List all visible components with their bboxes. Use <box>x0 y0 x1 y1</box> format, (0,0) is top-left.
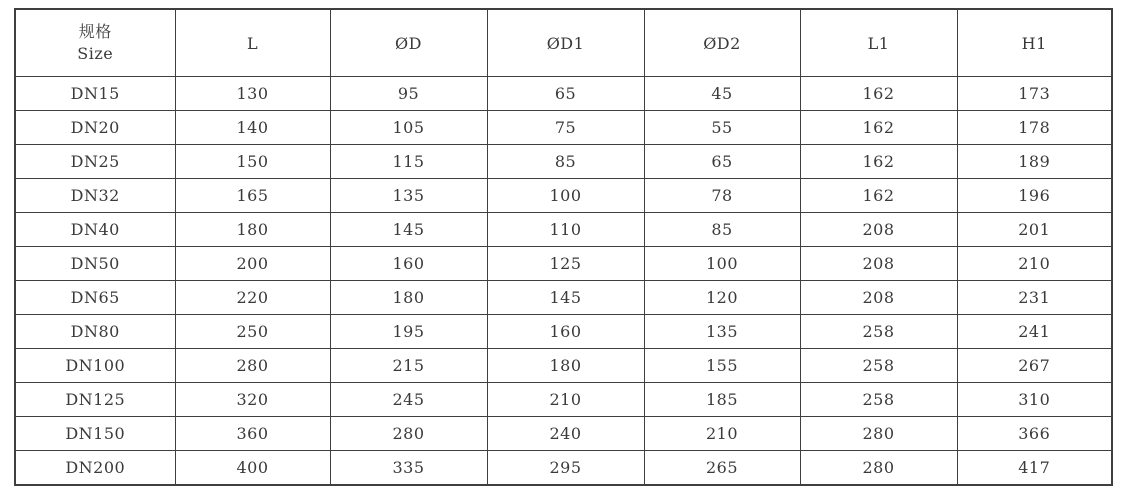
value-cell: 231 <box>957 281 1112 315</box>
value-cell: 162 <box>800 111 957 145</box>
size-cell: DN15 <box>15 77 175 111</box>
value-cell: 160 <box>330 247 487 281</box>
value-cell: 267 <box>957 349 1112 383</box>
header-size-label-cn: 规格 <box>78 22 112 42</box>
table-row <box>15 77 1112 111</box>
value-cell: 185 <box>644 383 800 417</box>
value-cell: 85 <box>487 145 644 179</box>
spec-table-container <box>14 8 1113 486</box>
value-cell: 120 <box>644 281 800 315</box>
table-row <box>15 111 1112 145</box>
value-cell: 162 <box>800 77 957 111</box>
value-cell: 100 <box>487 179 644 213</box>
value-cell: 145 <box>487 281 644 315</box>
value-cell: 180 <box>330 281 487 315</box>
size-cell: DN20 <box>15 111 175 145</box>
value-cell: 400 <box>175 451 330 486</box>
size-cell: DN200 <box>15 451 175 486</box>
value-cell: 280 <box>175 349 330 383</box>
value-cell: 258 <box>800 383 957 417</box>
header-cell-h1: H1 <box>957 9 1112 77</box>
value-cell: 200 <box>175 247 330 281</box>
size-cell: DN100 <box>15 349 175 383</box>
header-cell-od1: ØD1 <box>487 9 644 77</box>
value-cell: 125 <box>487 247 644 281</box>
value-cell: 145 <box>330 213 487 247</box>
value-cell: 360 <box>175 417 330 451</box>
table-header <box>15 9 1112 77</box>
value-cell: 180 <box>487 349 644 383</box>
value-cell: 210 <box>957 247 1112 281</box>
table-body <box>15 77 1112 486</box>
value-cell: 135 <box>330 179 487 213</box>
dimension-spec-table <box>14 8 1113 486</box>
value-cell: 280 <box>330 417 487 451</box>
value-cell: 115 <box>330 145 487 179</box>
value-cell: 178 <box>957 111 1112 145</box>
table-row <box>15 179 1112 213</box>
table-row <box>15 145 1112 179</box>
header-cell-size <box>15 9 175 77</box>
value-cell: 335 <box>330 451 487 486</box>
table-row <box>15 451 1112 486</box>
value-cell: 208 <box>800 213 957 247</box>
value-cell: 210 <box>487 383 644 417</box>
value-cell: 245 <box>330 383 487 417</box>
value-cell: 320 <box>175 383 330 417</box>
value-cell: 100 <box>644 247 800 281</box>
value-cell: 241 <box>957 315 1112 349</box>
size-cell: DN150 <box>15 417 175 451</box>
value-cell: 295 <box>487 451 644 486</box>
value-cell: 280 <box>800 417 957 451</box>
value-cell: 195 <box>330 315 487 349</box>
size-cell: DN32 <box>15 179 175 213</box>
size-cell: DN25 <box>15 145 175 179</box>
value-cell: 189 <box>957 145 1112 179</box>
header-cell-l1: L1 <box>800 9 957 77</box>
value-cell: 110 <box>487 213 644 247</box>
value-cell: 105 <box>330 111 487 145</box>
value-cell: 208 <box>800 247 957 281</box>
value-cell: 201 <box>957 213 1112 247</box>
value-cell: 240 <box>487 417 644 451</box>
value-cell: 162 <box>800 179 957 213</box>
value-cell: 78 <box>644 179 800 213</box>
value-cell: 258 <box>800 315 957 349</box>
value-cell: 210 <box>644 417 800 451</box>
header-row <box>15 9 1112 77</box>
size-cell: DN65 <box>15 281 175 315</box>
value-cell: 150 <box>175 145 330 179</box>
header-cell-od: ØD <box>330 9 487 77</box>
header-cell-od2: ØD2 <box>644 9 800 77</box>
value-cell: 310 <box>957 383 1112 417</box>
table-row <box>15 349 1112 383</box>
size-cell: DN50 <box>15 247 175 281</box>
table-row <box>15 417 1112 451</box>
size-cell: DN125 <box>15 383 175 417</box>
value-cell: 250 <box>175 315 330 349</box>
value-cell: 208 <box>800 281 957 315</box>
value-cell: 135 <box>644 315 800 349</box>
value-cell: 366 <box>957 417 1112 451</box>
value-cell: 140 <box>175 111 330 145</box>
table-row <box>15 247 1112 281</box>
value-cell: 173 <box>957 77 1112 111</box>
value-cell: 265 <box>644 451 800 486</box>
value-cell: 65 <box>487 77 644 111</box>
value-cell: 85 <box>644 213 800 247</box>
size-cell: DN40 <box>15 213 175 247</box>
value-cell: 162 <box>800 145 957 179</box>
value-cell: 417 <box>957 451 1112 486</box>
header-size-label-en: Size <box>77 44 114 63</box>
value-cell: 160 <box>487 315 644 349</box>
value-cell: 258 <box>800 349 957 383</box>
value-cell: 55 <box>644 111 800 145</box>
value-cell: 65 <box>644 145 800 179</box>
size-cell: DN80 <box>15 315 175 349</box>
table-row <box>15 315 1112 349</box>
value-cell: 165 <box>175 179 330 213</box>
value-cell: 45 <box>644 77 800 111</box>
value-cell: 180 <box>175 213 330 247</box>
value-cell: 95 <box>330 77 487 111</box>
value-cell: 196 <box>957 179 1112 213</box>
value-cell: 215 <box>330 349 487 383</box>
value-cell: 280 <box>800 451 957 486</box>
table-row <box>15 383 1112 417</box>
value-cell: 155 <box>644 349 800 383</box>
value-cell: 130 <box>175 77 330 111</box>
value-cell: 75 <box>487 111 644 145</box>
header-cell-l: L <box>175 9 330 77</box>
table-row <box>15 213 1112 247</box>
table-row <box>15 281 1112 315</box>
value-cell: 220 <box>175 281 330 315</box>
